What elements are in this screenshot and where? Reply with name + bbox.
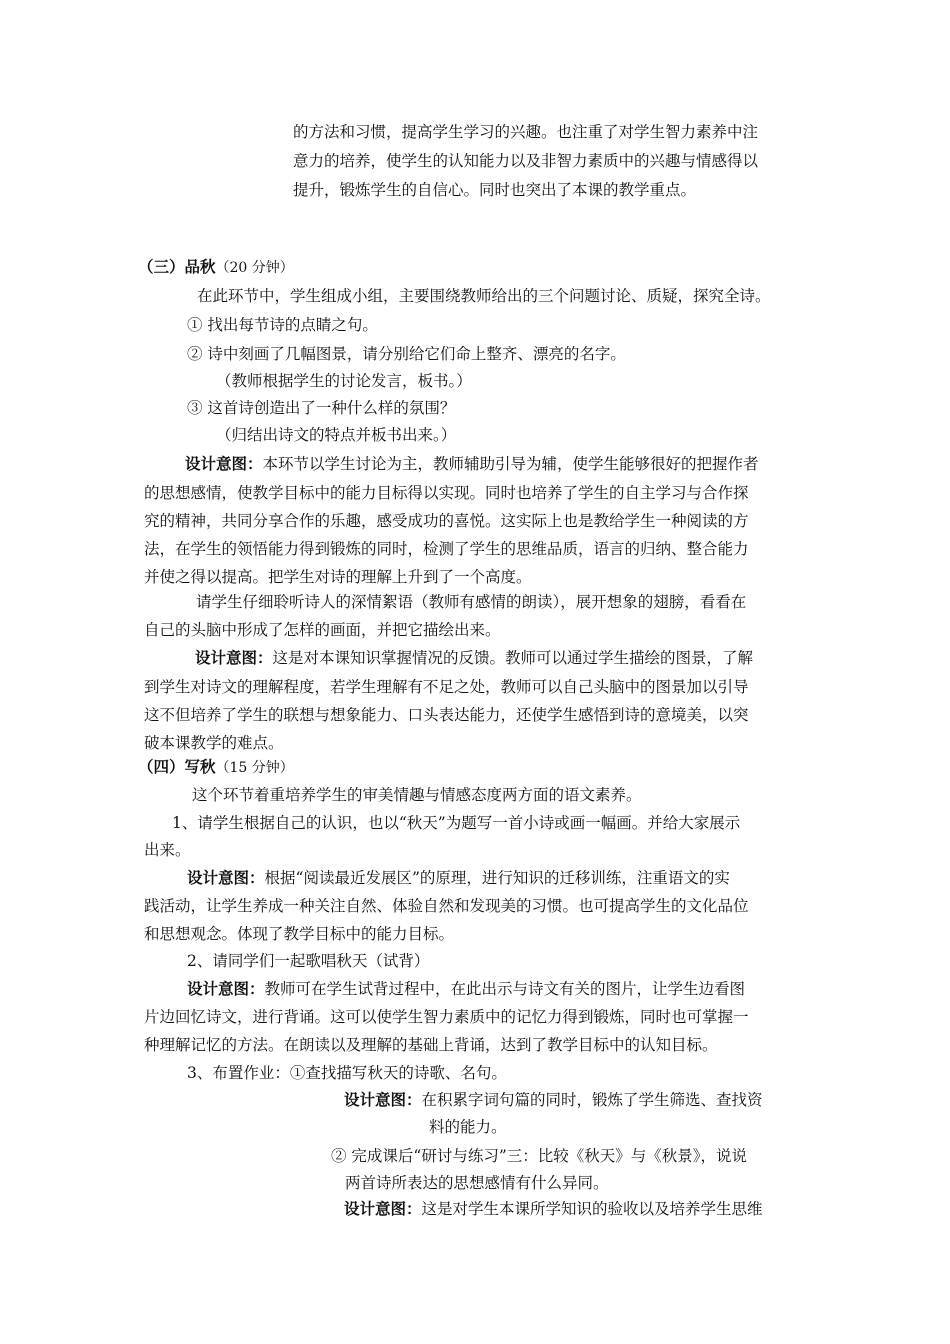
design-intent-line: 设计意图：教师可在学生试背过程中，在此出示与诗文有关的图片，让学生边看图 [187, 979, 746, 998]
design-intent-line: 设计意图：本环节以学生讨论为主，教师辅助引导为辅，使学生能够很好的把握作者 [185, 454, 759, 473]
question-item: ③ 这首诗创造出了一种什么样的氛围？ [187, 399, 456, 417]
paragraph-line: 究的精神，共同分享合作的乐趣，感受成功的喜悦。这实际上也是教给学生一种阅读的方 [144, 512, 749, 530]
design-intent-label: 设计意图： [187, 979, 265, 998]
paragraph-line: 出来。 [144, 841, 191, 859]
paragraph-line: 法，在学生的领悟能力得到锻炼的同时，检测了学生的思维品质，语言的归纳、整合能力 [144, 540, 749, 558]
paragraph-line: 请学生仔细聆听诗人的深情絮语（教师有感情的朗读），展开想象的翅膀，看看在 [196, 593, 747, 611]
note-line: （教师根据学生的讨论发言，板书。） [216, 372, 472, 390]
intro-line: 意力的培养，使学生的认知能力以及非智力素质中的兴趣与情感得以 [293, 152, 759, 170]
paragraph-line: 破本课教学的难点。 [144, 734, 284, 752]
paragraph-line: 到学生对诗文的理解程度，若学生理解有不足之处，教师可以自己头脑中的图景加以引导 [144, 678, 749, 696]
design-intent-label: 设计意图： [344, 1199, 422, 1218]
paragraph-line: 践活动，让学生养成一种关注自然、体验自然和发现美的习惯。也可提高学生的文化品位 [144, 897, 749, 915]
paragraph-line: 自己的头脑中形成了怎样的画面，并把它描绘出来。 [144, 621, 501, 639]
section-title: （三）品秋 [138, 257, 216, 276]
task-item: 1、请学生根据自己的认识，也以“秋天”为题写一首小诗或画一幅画。并给大家展示 [172, 814, 741, 832]
task-item: 3、布置作业：①查找描写秋天的诗歌、名句。 [187, 1064, 507, 1082]
section-title: （四）写秋 [138, 757, 216, 776]
design-intent-label: 设计意图： [195, 648, 273, 667]
intro-line: 提升，锻炼学生的自信心。同时也突出了本课的教学重点。 [293, 181, 697, 199]
paragraph-line: 料的能力。 [429, 1118, 507, 1136]
section-time: （15 分钟） [215, 760, 294, 776]
question-item: ① 找出每节诗的点睛之句。 [187, 316, 378, 334]
paragraph-line: 片边回忆诗文，进行背诵。这可以使学生智力素质中的记忆力得到锻炼，同时也可掌握一 [144, 1008, 749, 1026]
paragraph-line: 种理解记忆的方法。在朗读以及理解的基础上背诵，达到了教学目标中的认知目标。 [144, 1036, 718, 1054]
design-intent-line: 设计意图：在积累字词句篇的同时，锻炼了学生筛选、查找资 [344, 1090, 763, 1109]
paragraph-line: 在此环节中，学生组成小组，主要围绕教师给出的三个问题讨论、质疑，探究全诗。 [197, 287, 771, 305]
paragraph-line: 两首诗所表达的思想感情有什么异同。 [345, 1174, 609, 1192]
design-intent-label: 设计意图： [185, 454, 263, 473]
intro-line: 的方法和习惯，提高学生学习的兴趣。也注重了对学生智力素养中注 [293, 123, 759, 141]
paragraph-line: 和思想观念。体现了教学目标中的能力目标。 [144, 925, 455, 943]
design-intent-label: 设计意图： [344, 1090, 422, 1109]
design-intent-label: 设计意图： [187, 868, 265, 887]
design-intent-line: 设计意图：这是对本课知识掌握情况的反馈。教师可以通过学生描绘的图景，了解 [195, 648, 754, 667]
section-time: （20 分钟） [215, 260, 294, 276]
design-intent-line: 设计意图：这是对学生本课所学知识的验收以及培养学生思维 [344, 1199, 763, 1218]
design-intent-line: 设计意图：根据“阅读最近发展区”的原理，进行知识的迁移训练，注重语文的实 [187, 868, 730, 887]
note-line: （归结出诗文的特点并板书出来。） [216, 426, 457, 444]
paragraph-line: 的思想感情，使教学目标中的能力目标得以实现。同时也培养了学生的自主学习与合作探 [144, 484, 749, 502]
section-heading [138, 757, 294, 778]
section-heading [138, 257, 294, 278]
paragraph-line: 这个环节着重培养学生的审美情趣与情感态度两方面的语文素养。 [192, 786, 642, 804]
task-item: 2、请同学们一起歌唱秋天（试背） [187, 952, 430, 970]
task-item: ② 完成课后“研讨与练习”三：比较《秋天》与《秋景》，说说 [331, 1147, 748, 1165]
paragraph-line: 这不但培养了学生的联想与想象能力、口头表达能力，还使学生感悟到诗的意境美，以突 [144, 706, 749, 724]
question-item: ② 诗中刻画了几幅图景，请分别给它们命上整齐、漂亮的名字。 [187, 345, 626, 363]
paragraph-line: 并使之得以提高。把学生对诗的理解上升到了一个高度。 [144, 568, 532, 586]
